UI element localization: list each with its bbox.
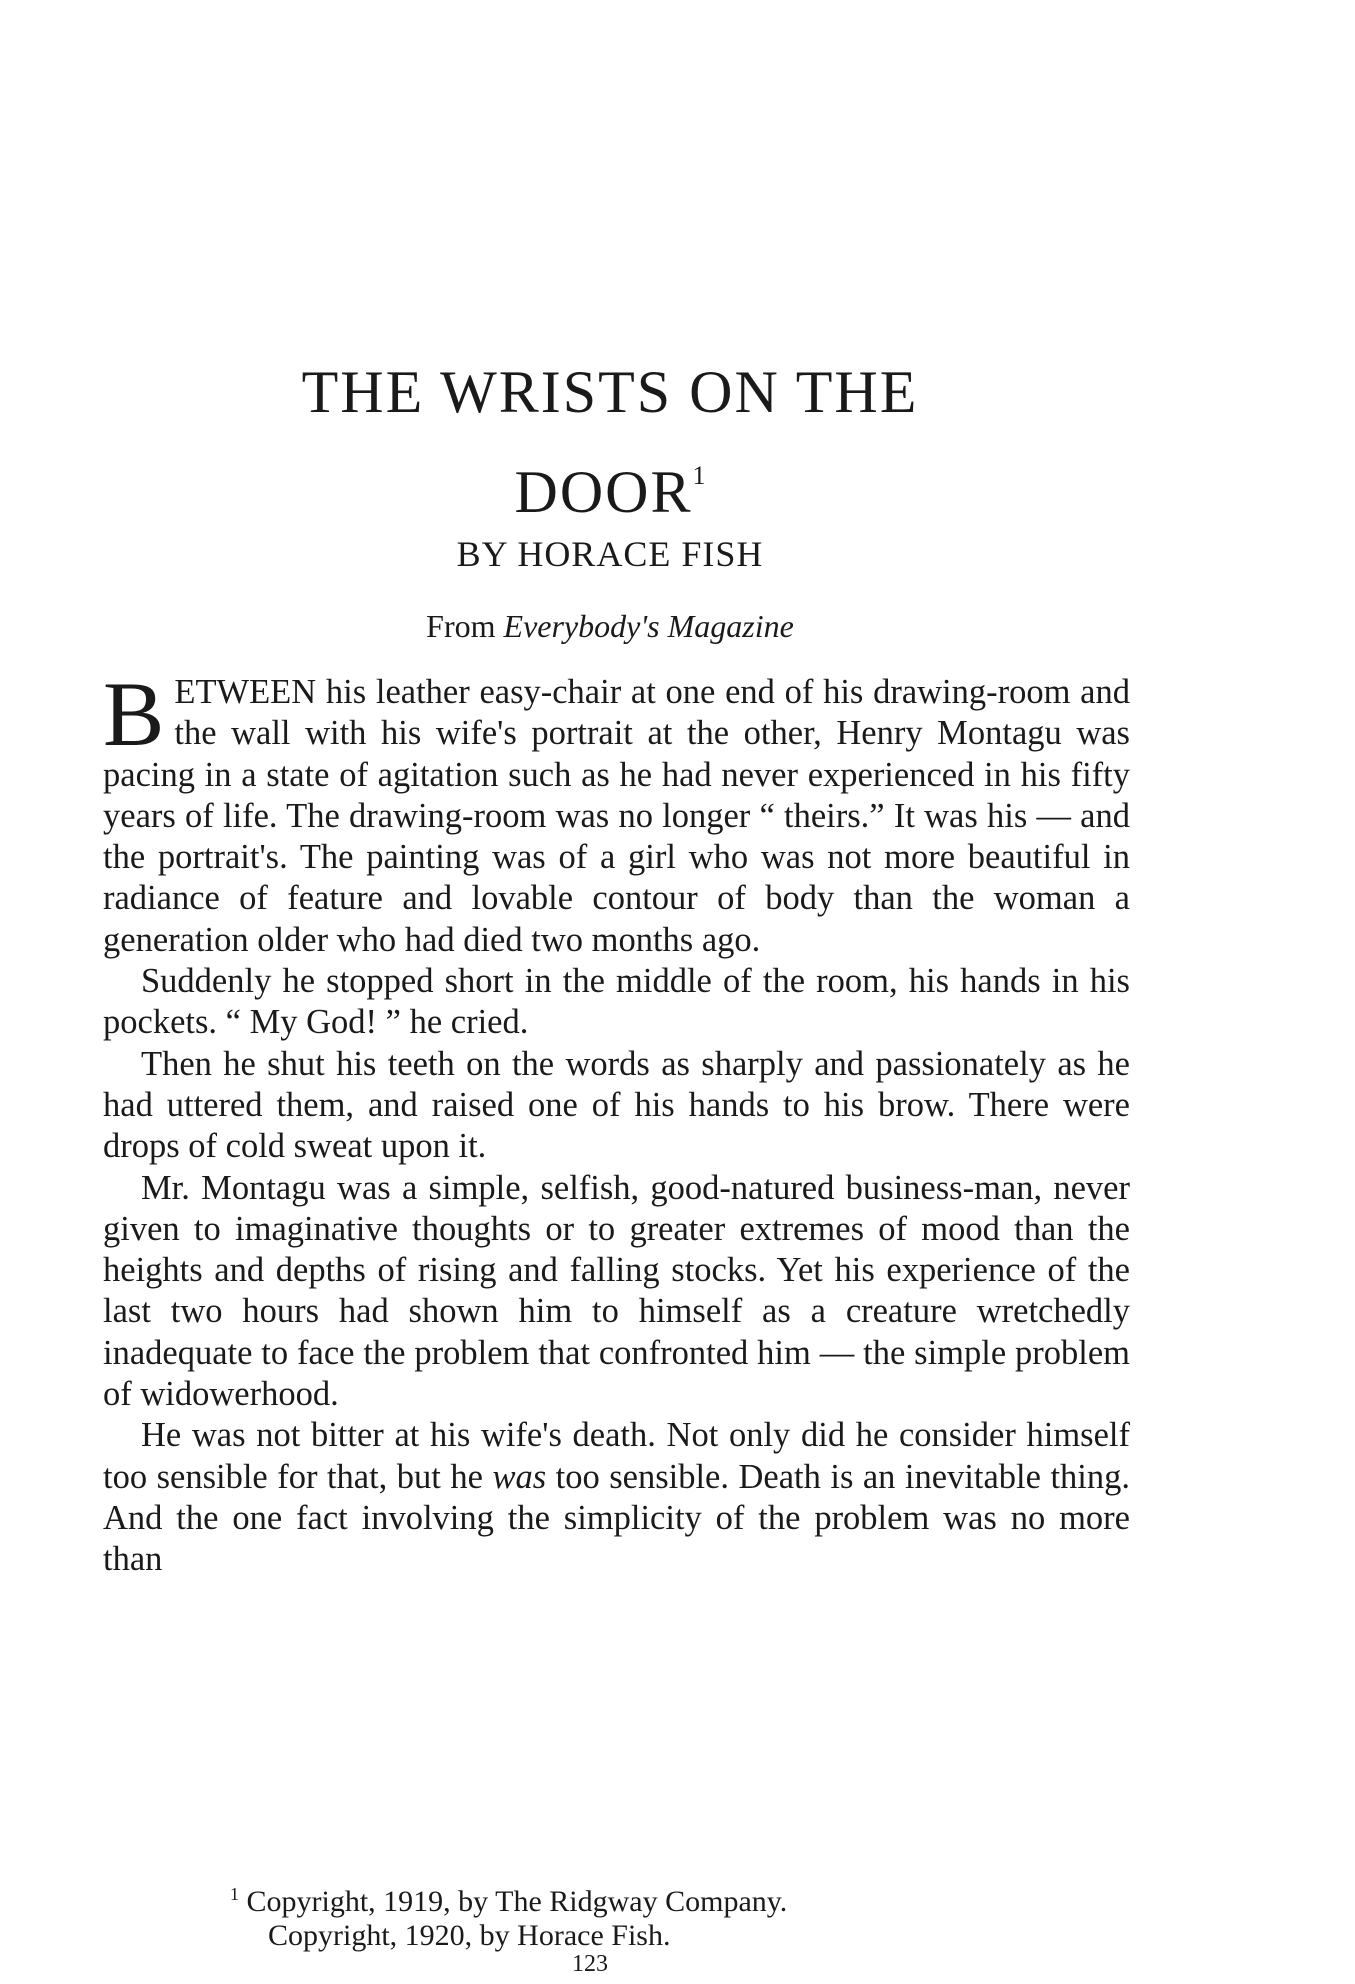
story-title: [150, 350, 1070, 534]
author-byline: BY HORACE FISH: [456, 534, 764, 574]
paragraph-3: Then he shut his teeth on the words as sharply and passionately as he had uttered them, and raised one of his hands to his brow. There were drops of cold sweat upon it.: [103, 1044, 1130, 1166]
paragraph-4: Mr. Montagu was a simple, selfish, good-natured business-man, never given to imaginative thoughts or to greater extremes of mood than the heights and depths of rising and falling stocks. Yet his experience of the last two hours had shown him to himself as a creature wretchedly inadequate to face the problem that confronted him — the simple problem of widowerhood.: [103, 1168, 1130, 1414]
paragraph-5: [103, 1415, 1130, 1580]
title-line-2: DOOR: [514, 459, 693, 525]
story-body: [103, 663, 1130, 1581]
paragraph-1: [103, 663, 1130, 961]
title-footnote-marker: 1: [692, 461, 706, 490]
footnote-line-2: Copyright, 1920, by Horace Fish.: [268, 1919, 671, 1952]
source-line: [150, 608, 1070, 645]
footnote-line-1: Copyright, 1919, by The Ridgway Company.: [246, 1885, 788, 1918]
paragraph-5-emphasis: was: [492, 1457, 547, 1496]
footnotes: [230, 1877, 1030, 1953]
title-line-1: THE WRISTS ON THE: [301, 359, 919, 425]
paragraph-5-text-a: He was not bitter at his wife's death. Not only did he consider himself too sensible for that, but he: [103, 1416, 1130, 1496]
source-publication: Everybody's Magazine: [503, 608, 794, 644]
paragraph-1-text: ETWEEN his leather easy-chair at one end of his drawing-room and the wall with his wife's portrait at the other, Henry Montagu was pacing in a state of agitation such as he had never experienced in his fifty years of life. The drawing-room was no longer “ theirs.” It was his — and the portrait's. The painting was of a girl who was not more beautiful in radiance of feature and lovable contour of body than the woman a generation older who had died two months ago.: [103, 673, 1130, 959]
paragraph-2: Suddenly he stopped short in the middle of the room, his hands in his pockets. “ My God! ” he cried.: [103, 962, 1130, 1042]
paragraph-5-text-b: too sensible. Death is an inevitable thing. And the one fact involving the simplicity of the problem was no more than: [103, 1457, 1130, 1579]
page-number: 123: [572, 1951, 608, 1977]
drop-cap: B: [103, 663, 165, 765]
footnote-1: [230, 1877, 1030, 1919]
source-prefix: From: [426, 608, 504, 644]
footnote-marker: 1: [230, 1884, 239, 1904]
